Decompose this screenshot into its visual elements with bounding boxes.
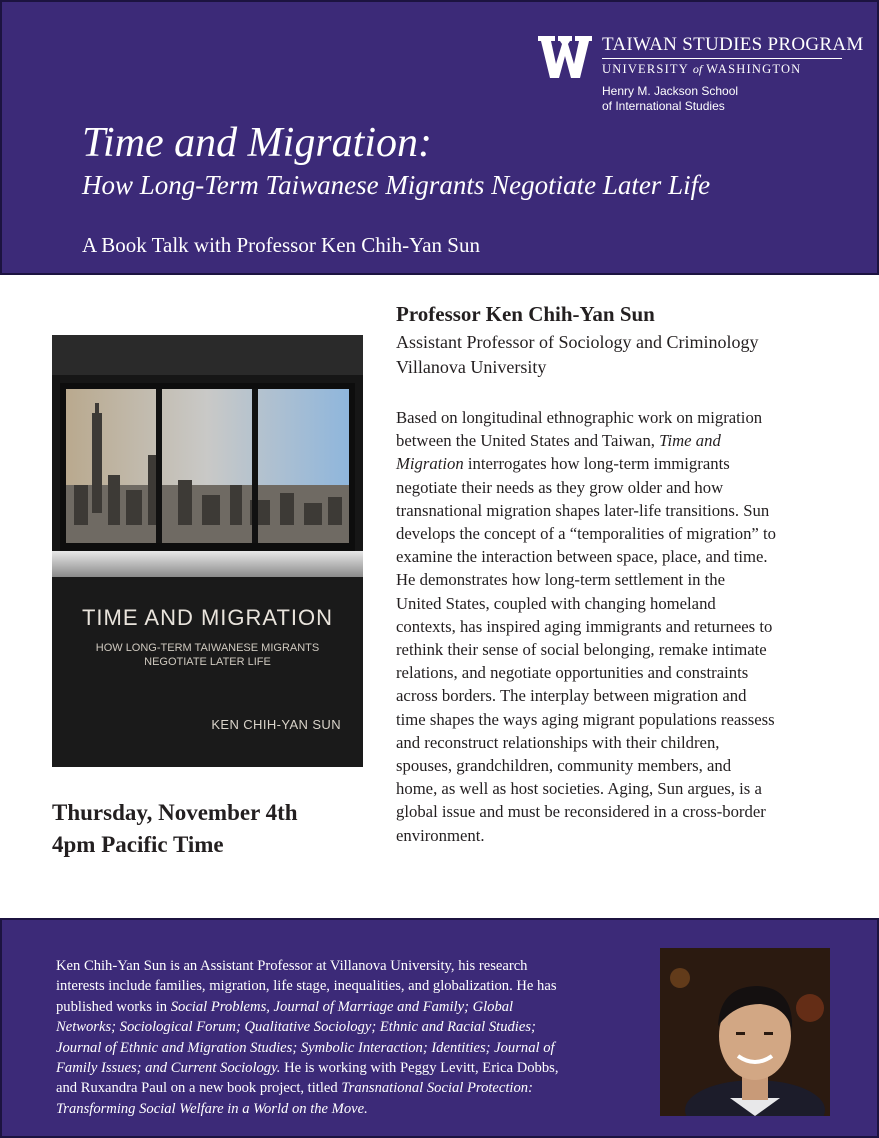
header-banner [0, 0, 879, 275]
speaker-position: Assistant Professor of Sociology and Criminology [396, 332, 759, 352]
logo-divider [602, 58, 842, 59]
uw-w-logo-icon [538, 36, 592, 78]
program-name: TAIWAN STUDIES PROGRAM [602, 34, 864, 55]
speaker-name: Professor Ken Chih-Yan Sun [396, 302, 655, 326]
cover-title: TIME AND MIGRATION [81, 605, 334, 630]
cover-subtitle: HOW LONG-TERM TAIWANESE MIGRANTS NEGOTIATE LATER LIFE [95, 642, 320, 668]
event-title: Time and Migration: [82, 120, 433, 166]
speaker-affiliation [396, 330, 759, 380]
event-subtitle: How Long-Term Taiwanese Migrants Negotiate Later Life [82, 170, 711, 200]
book-cover [52, 335, 363, 767]
speaker-photo [660, 948, 830, 1116]
footer-bio-banner [0, 918, 879, 1138]
university-name: UNIVERSITY of WASHINGTON [602, 62, 802, 76]
cover-author: KEN CHIH-YAN SUN [211, 717, 341, 732]
uw-logo [538, 34, 864, 124]
event-time: 4pm Pacific Time [52, 832, 224, 857]
speaker-institution: Villanova University [396, 357, 547, 377]
event-date: Thursday, November 4th [52, 800, 298, 825]
speaker-bio: Ken Chih-Yan Sun is an Assistant Professor at Villanova University, his research interests include families, migration, life stage, inequalities, and globalization. He has published works in Social Problems, Journal of Marriage and Family; Global Networks; Sociological Forum; Qualitative Sociology; Ethnic and Racial Studies; Journal of Ethnic and Migration Studies; Symbolic Interaction; Identities; Journal of Family Issues; and Current Sociology. He is working with Peggy Levitt, Erica Dobbs, and Ruxandra Paul on a new book project, titled Transnational Social Protection: Transforming Social Welfare in a World on the Move. [56, 958, 559, 1117]
book-abstract: Based on longitudinal ethnographic work on migration between the United States and Taiwan, Time and Migration interrogates how long-term immigrants negotiate their needs as they grow older and how transnational migration shapes later-life transitions. Sun develops the concept of a “temporalities of migration” to examine the interaction between space, place, and time. He demonstrates how long-term settlement in the United States, coupled with changing homeland contexts, has inspired aging immigrants and returnees to rethink their sense of social belonging, remake intimate relations, and negotiate opportunities and constraints across borders. The interplay between migration and time shapes the ways aging migrant populations reassess and reconstruct relationships with their children, spouses, grandchildren, community members, and home, as well as host societies. Aging, Sun argues, is a global issue and must be reconsidered in a cross-border environment. [396, 408, 776, 845]
speaker-portrait-image [660, 948, 830, 1116]
book-cover-window-art [52, 335, 363, 767]
school-name: Henry M. Jackson School of International Studies [602, 84, 739, 113]
event-tagline: A Book Talk with Professor Ken Chih-Yan Sun [82, 233, 480, 257]
